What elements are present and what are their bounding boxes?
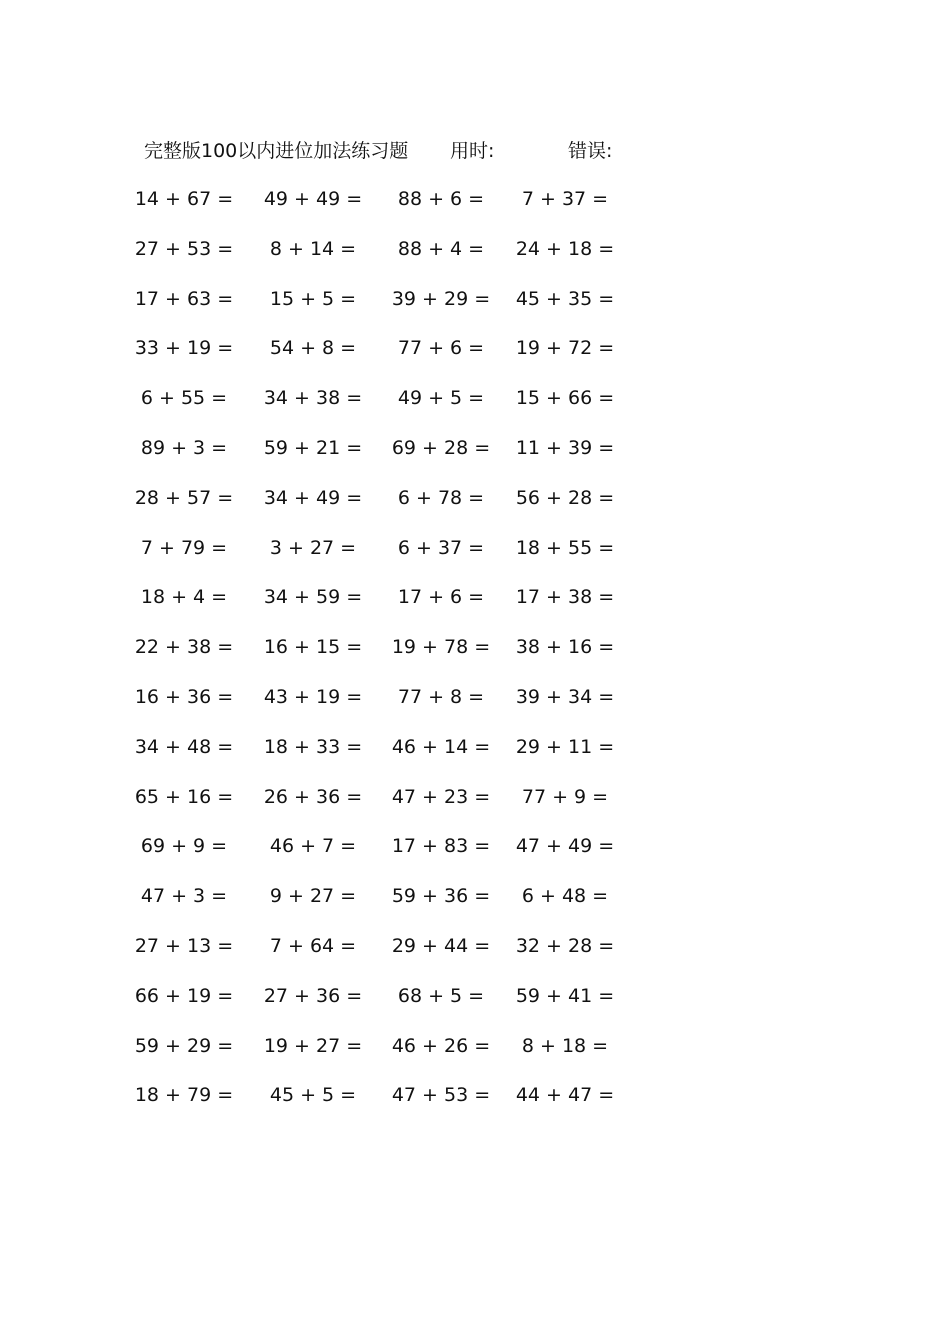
- addition-problem: 49 + 5 =: [397, 387, 485, 410]
- problem-row: [0, 232, 950, 282]
- addition-problem: 59 + 36 =: [391, 885, 491, 908]
- addition-problem: 34 + 48 =: [134, 735, 234, 758]
- problem-row: [0, 531, 950, 581]
- errors-label: 错误:: [568, 140, 613, 162]
- addition-problem: 8 + 14 =: [269, 237, 357, 260]
- addition-problem: 47 + 49 =: [515, 835, 615, 858]
- problem-row: [0, 481, 950, 531]
- addition-problem: 44 + 47 =: [515, 1084, 615, 1107]
- addition-problem: 18 + 4 =: [140, 586, 228, 609]
- addition-problem: 46 + 26 =: [391, 1034, 491, 1057]
- addition-problem: 34 + 59 =: [263, 586, 363, 609]
- addition-problem: 46 + 14 =: [391, 735, 491, 758]
- addition-problem: 24 + 18 =: [515, 237, 615, 260]
- addition-problem: 27 + 36 =: [263, 984, 363, 1007]
- addition-problem: 77 + 8 =: [397, 685, 485, 708]
- addition-problem: 26 + 36 =: [263, 785, 363, 808]
- addition-problem: 65 + 16 =: [134, 785, 234, 808]
- addition-problem: 8 + 18 =: [521, 1034, 609, 1057]
- problem-row: [0, 630, 950, 680]
- addition-problem: 29 + 11 =: [515, 735, 615, 758]
- addition-problem: 59 + 29 =: [134, 1034, 234, 1057]
- addition-problem: 27 + 13 =: [134, 934, 234, 957]
- addition-problem: 39 + 34 =: [515, 685, 615, 708]
- addition-problem: 32 + 28 =: [515, 934, 615, 957]
- addition-problem: 45 + 5 =: [269, 1084, 357, 1107]
- addition-problem: 66 + 19 =: [134, 984, 234, 1007]
- addition-problem: 6 + 48 =: [521, 885, 609, 908]
- problem-row: [0, 282, 950, 332]
- addition-problem: 22 + 38 =: [134, 636, 234, 659]
- addition-problem: 11 + 39 =: [515, 436, 615, 459]
- addition-problem: 38 + 16 =: [515, 636, 615, 659]
- addition-problem: 34 + 38 =: [263, 387, 363, 410]
- worksheet-header: [0, 136, 950, 166]
- addition-problem: 77 + 9 =: [521, 785, 609, 808]
- addition-problem: 7 + 64 =: [269, 934, 357, 957]
- addition-problem: 59 + 41 =: [515, 984, 615, 1007]
- addition-problem: 47 + 3 =: [140, 885, 228, 908]
- addition-problem: 27 + 53 =: [134, 237, 234, 260]
- problem-row: [0, 680, 950, 730]
- addition-problem: 56 + 28 =: [515, 486, 615, 509]
- addition-problem: 69 + 9 =: [140, 835, 228, 858]
- addition-problem: 33 + 19 =: [134, 337, 234, 360]
- addition-problem: 6 + 78 =: [397, 486, 485, 509]
- addition-problem: 17 + 6 =: [397, 586, 485, 609]
- problem-row: [0, 1078, 950, 1128]
- addition-problem: 6 + 55 =: [140, 387, 228, 410]
- problem-row: [0, 431, 950, 481]
- addition-problem: 3 + 27 =: [269, 536, 357, 559]
- addition-problem: 59 + 21 =: [263, 436, 363, 459]
- problem-row: [0, 182, 950, 232]
- addition-problem: 88 + 4 =: [397, 237, 485, 260]
- addition-problem: 7 + 37 =: [521, 188, 609, 210]
- addition-problem: 89 + 3 =: [140, 436, 228, 459]
- addition-problem: 68 + 5 =: [397, 984, 485, 1007]
- worksheet-title: 完整版100以内进位加法练习题: [144, 140, 409, 162]
- addition-problem: 17 + 63 =: [134, 287, 234, 310]
- addition-problem: 18 + 33 =: [263, 735, 363, 758]
- addition-problem: 69 + 28 =: [391, 436, 491, 459]
- problem-row: [0, 331, 950, 381]
- addition-problem: 7 + 79 =: [140, 536, 228, 559]
- addition-problem: 47 + 23 =: [391, 785, 491, 808]
- addition-problem: 29 + 44 =: [391, 934, 491, 957]
- addition-problem: 15 + 66 =: [515, 387, 615, 410]
- addition-problem: 28 + 57 =: [134, 486, 234, 509]
- addition-problem: 46 + 7 =: [269, 835, 357, 858]
- addition-problem: 18 + 79 =: [134, 1084, 234, 1107]
- addition-problem: 34 + 49 =: [263, 486, 363, 509]
- addition-problem: 9 + 27 =: [269, 885, 357, 908]
- addition-problem: 45 + 35 =: [515, 287, 615, 310]
- problem-row: [0, 580, 950, 630]
- problem-row: [0, 879, 950, 929]
- addition-problem: 77 + 6 =: [397, 337, 485, 360]
- addition-problem: 17 + 83 =: [391, 835, 491, 858]
- addition-problem: 43 + 19 =: [263, 685, 363, 708]
- addition-problem: 18 + 55 =: [515, 536, 615, 559]
- addition-problem: 19 + 27 =: [263, 1034, 363, 1057]
- addition-problem: 47 + 53 =: [391, 1084, 491, 1107]
- addition-problem: 39 + 29 =: [391, 287, 491, 310]
- addition-problem: 49 + 49 =: [263, 188, 363, 210]
- problem-row: [0, 780, 950, 830]
- addition-problem: 16 + 15 =: [263, 636, 363, 659]
- addition-problem: 16 + 36 =: [134, 685, 234, 708]
- problem-row: [0, 829, 950, 879]
- problem-grid: [0, 182, 950, 1128]
- problem-row: [0, 730, 950, 780]
- problem-row: [0, 1029, 950, 1079]
- addition-problem: 19 + 78 =: [391, 636, 491, 659]
- addition-problem: 54 + 8 =: [269, 337, 357, 360]
- addition-problem: 6 + 37 =: [397, 536, 485, 559]
- addition-problem: 19 + 72 =: [515, 337, 615, 360]
- addition-problem: 88 + 6 =: [397, 188, 485, 210]
- problem-row: [0, 979, 950, 1029]
- addition-problem: 17 + 38 =: [515, 586, 615, 609]
- time-used-label: 用时:: [450, 140, 495, 162]
- addition-problem: 14 + 67 =: [134, 188, 234, 210]
- problem-row: [0, 381, 950, 431]
- problem-row: [0, 929, 950, 979]
- addition-problem: 15 + 5 =: [269, 287, 357, 310]
